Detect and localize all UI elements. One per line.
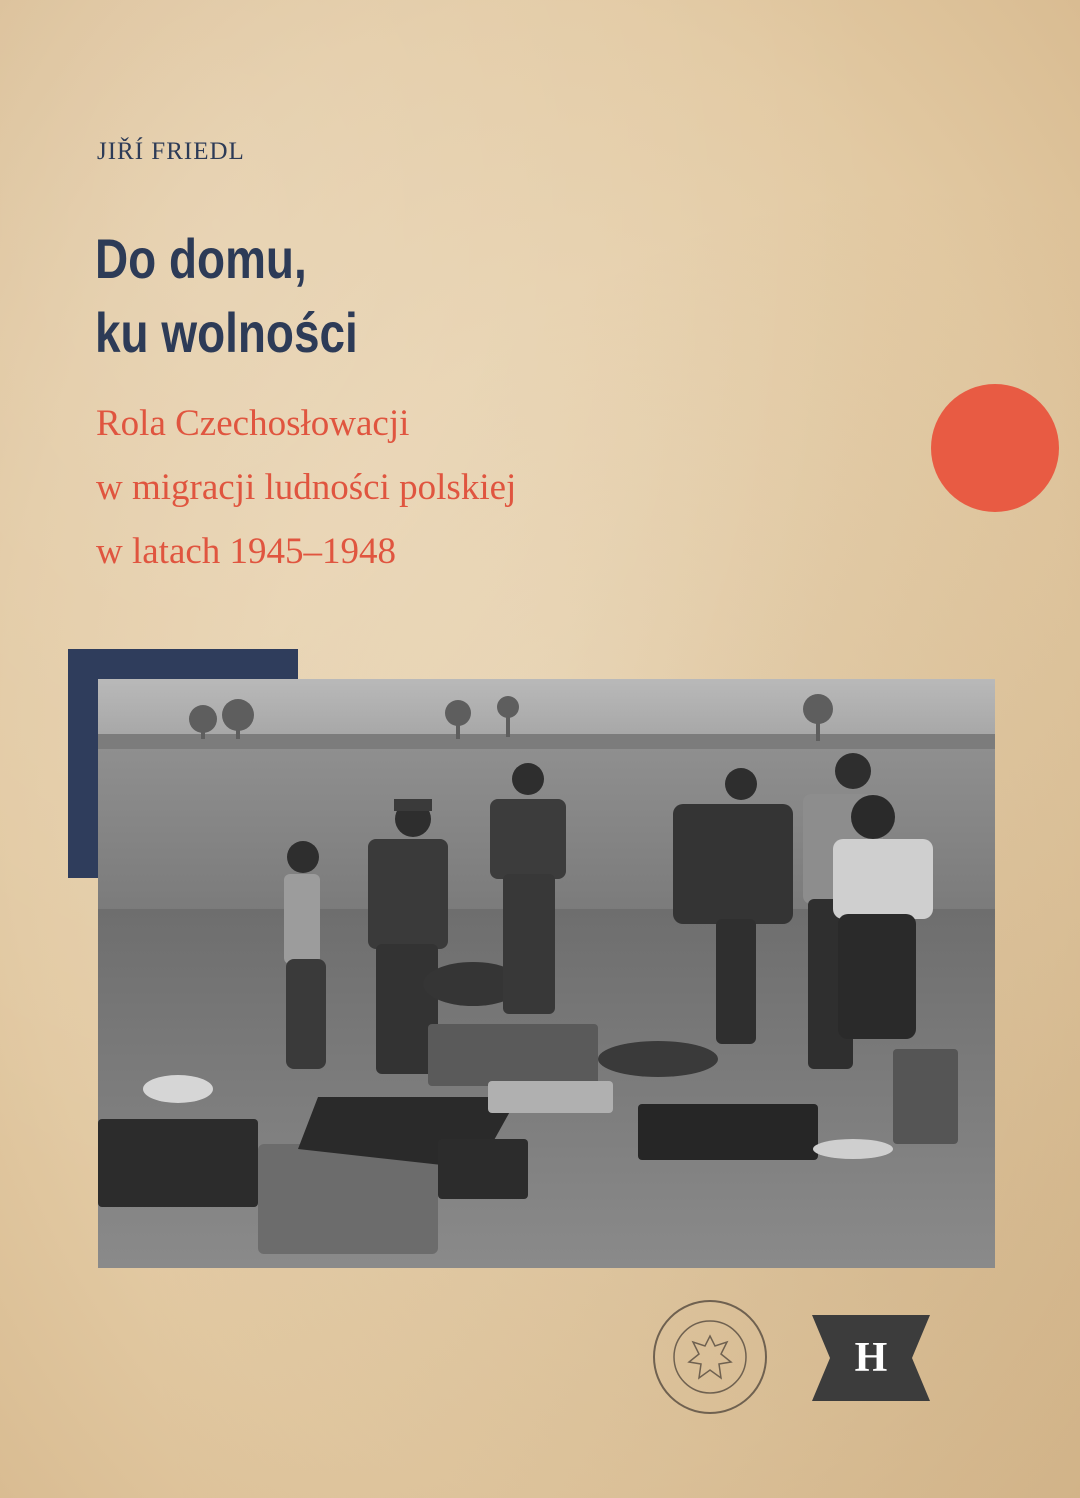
frame-bracket-top	[68, 649, 298, 679]
frame-bracket-left	[68, 649, 98, 878]
subtitle-line-1: Rola Czechosłowacji	[96, 403, 410, 444]
subtitle-line-3: w latach 1945–1948	[96, 531, 397, 572]
author-name: JIŘÍ FRIEDL	[97, 138, 245, 165]
publisher-letter: H	[854, 1335, 888, 1381]
book-title	[95, 222, 521, 370]
photo-icon	[98, 679, 995, 1268]
title-line-1: Do domu,	[95, 227, 307, 290]
ipn-seal-icon	[651, 1298, 769, 1416]
subtitle-line-2: w migracji ludności polskiej	[96, 467, 517, 508]
title-line-2: ku wolności	[95, 301, 358, 364]
book-subtitle	[96, 392, 796, 584]
cover-photo	[98, 679, 995, 1268]
red-circle-decoration	[931, 384, 1059, 512]
